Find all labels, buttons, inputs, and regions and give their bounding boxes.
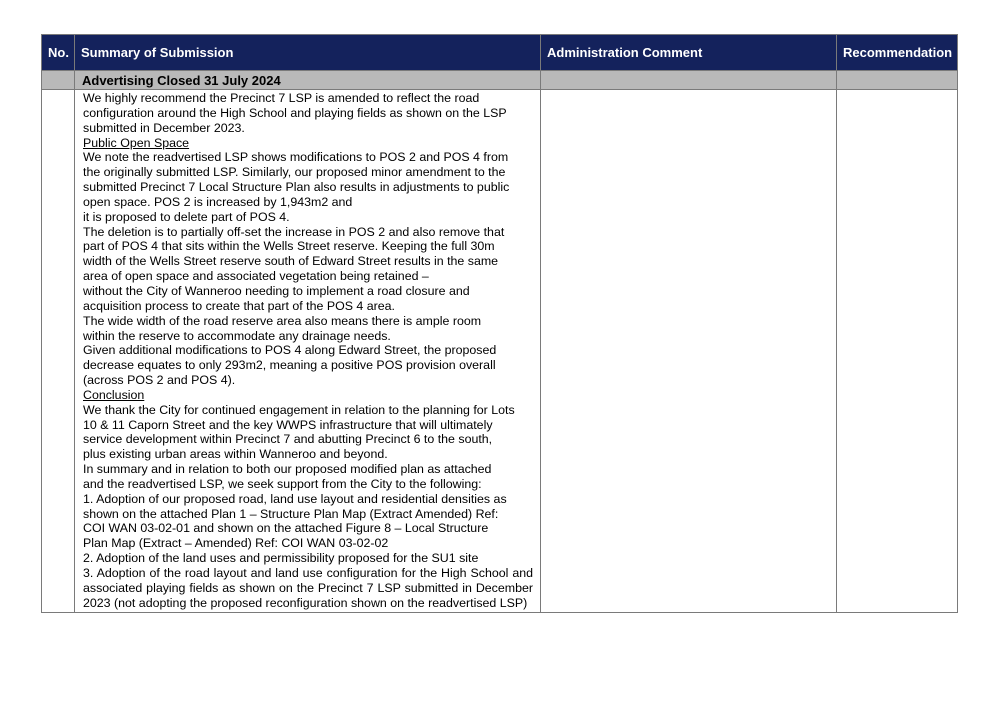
section-no-cell — [42, 71, 75, 90]
summary-line: service development within Precinct 7 and abutting Precinct 6 to the south, — [83, 432, 493, 447]
admin-comment-cell — [541, 90, 837, 613]
summary-line: area of open space and associated vegetation being retained – — [83, 269, 429, 284]
summary-line: submitted Precinct 7 Local Structure Plan also results in adjustments to public — [83, 180, 510, 195]
summary-line: it is proposed to delete part of POS 4. — [83, 209, 290, 224]
summary-heading: Conclusion — [83, 387, 145, 402]
summary-line: width of the Wells Street reserve south of Edward Street results in the same — [83, 254, 499, 269]
summary-line: shown on the attached Plan 1 – Structure Plan Map (Extract Amended) Ref: — [83, 506, 499, 521]
summary-line: The wide width of the road reserve area also means there is ample room — [83, 313, 482, 328]
summary-line: plus existing urban areas within Wanneroo and beyond. — [83, 447, 388, 462]
summary-line: We thank the City for continued engagement in relation to the planning for Lots — [83, 402, 515, 417]
summary-line: configuration around the High School and playing fields as shown on the LSP — [83, 105, 507, 120]
header-recommendation: Recommendation — [837, 35, 958, 71]
summary-line: We note the readvertised LSP shows modifications to POS 2 and POS 4 from — [83, 150, 509, 165]
summary-line: Plan Map (Extract – Amended) Ref: COI WAN 03-02-02 — [83, 536, 389, 551]
summary-line: The deletion is to partially off-set the increase in POS 2 and also remove that — [83, 224, 505, 239]
table-header-row — [42, 35, 958, 71]
submissions-table — [41, 34, 958, 613]
summary-line: 2. Adoption of the land uses and permissibility proposed for the SU1 site — [83, 551, 479, 566]
summary-line: 10 & 11 Caporn Street and the key WWPS infrastructure that will ultimately — [83, 417, 493, 432]
summary-line: 1. Adoption of our proposed road, land use layout and residential densities as — [83, 491, 507, 506]
summary-line: part of POS 4 that sits within the Wells Street reserve. Keeping the full 30m — [83, 239, 495, 254]
summary-line: submitted in December 2023. — [83, 120, 245, 135]
summary-line: within the reserve to accommodate any drainage needs. — [83, 328, 391, 343]
row-no — [42, 90, 75, 613]
summary-line: open space. POS 2 is increased by 1,943m2 and — [83, 194, 353, 209]
header-admin-comment: Administration Comment — [541, 35, 837, 71]
section-title: Advertising Closed 31 July 2024 — [75, 71, 541, 90]
recommendation-cell — [837, 90, 958, 613]
summary-line: In summary and in relation to both our proposed modified plan as attached — [83, 462, 492, 477]
summary-line: (across POS 2 and POS 4). — [83, 373, 236, 388]
section-recommendation-cell — [837, 71, 958, 90]
table-row — [42, 90, 958, 613]
summary-line: the originally submitted LSP. Similarly, our proposed minor amendment to the — [83, 165, 506, 180]
summary-line: 3. Adoption of the road layout and land use configuration for the High School and associated playing fields as shown on the Precinct 7 LSP submitted in December 2023 (not adopting the proposed reconfiguration shown on the readvertised LSP) — [83, 566, 533, 610]
summary-line: We highly recommend the Precinct 7 LSP is amended to reflect the road — [83, 91, 480, 105]
section-row — [42, 71, 958, 90]
summary-line: decrease equates to only 293m2, meaning a positive POS provision overall — [83, 358, 496, 373]
summary-text — [75, 90, 540, 612]
header-no: No. — [42, 35, 75, 71]
summary-line: acquisition process to create that part of the POS 4 area. — [83, 298, 396, 313]
summary-line: COI WAN 03-02-01 and shown on the attached Figure 8 – Local Structure — [83, 521, 489, 536]
summary-line: and the readvertised LSP, we seek support from the City to the following: — [83, 476, 482, 491]
header-summary: Summary of Submission — [75, 35, 541, 71]
summary-cell — [75, 90, 541, 613]
summary-heading: Public Open Space — [83, 135, 190, 150]
summary-line: without the City of Wanneroo needing to implement a road closure and — [83, 283, 470, 298]
section-admin-cell — [541, 71, 837, 90]
summary-line: Given additional modifications to POS 4 along Edward Street, the proposed — [83, 343, 497, 358]
